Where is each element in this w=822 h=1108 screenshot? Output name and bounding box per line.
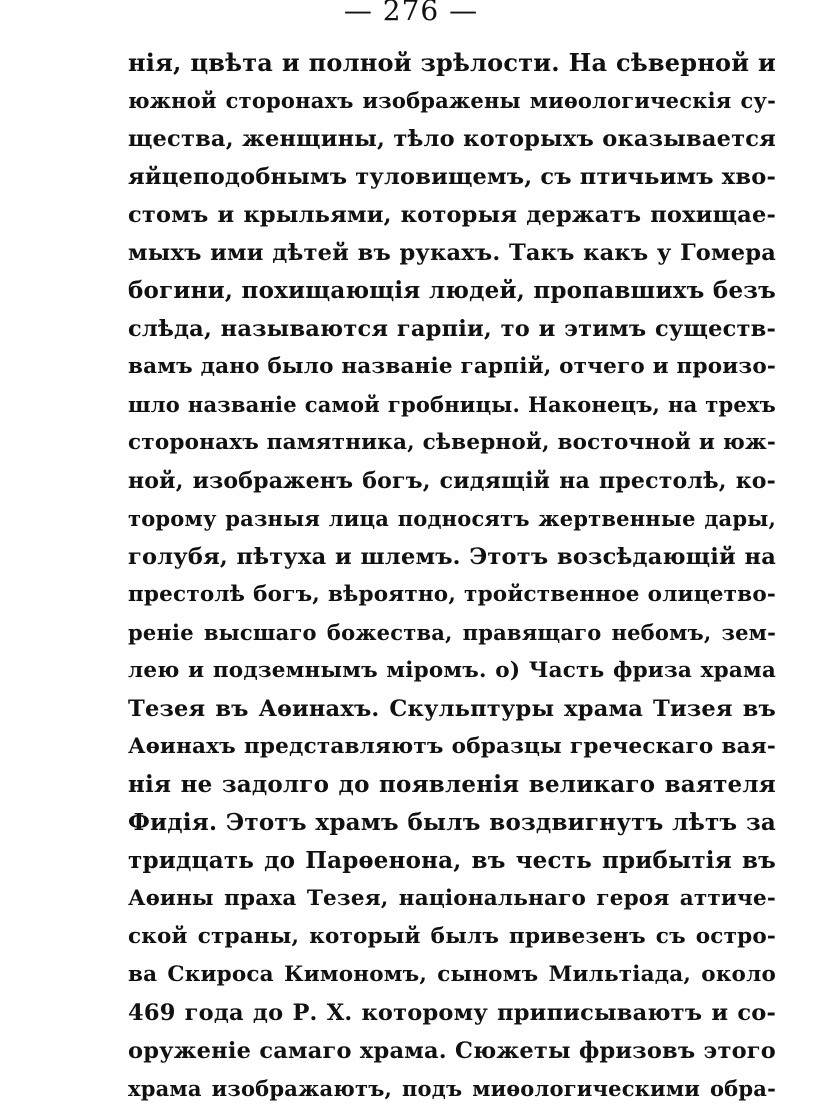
- text-line: торому разныя лица подносятъ жертвенные дары,: [128, 506, 776, 531]
- body-text: [128, 44, 776, 1108]
- text-line: яйцеподобнымъ туловищемъ, съ птичьимъ хво-: [128, 164, 776, 190]
- text-line: престолѣ богъ, вѣроятно, тройственное олицетво-: [128, 582, 776, 607]
- text-line: Аѳины праха Тезея, національнаго героя аттиче-: [128, 886, 776, 911]
- page-number: — 276 —: [343, 0, 479, 27]
- text-line: стомъ и крыльями, которыя держатъ похищае-: [128, 202, 776, 228]
- text-line: южной сторонахъ изображены миѳологическія су-: [128, 88, 776, 113]
- text-line: сторонахъ памятника, сѣверной, восточной и юж-: [128, 430, 776, 455]
- text-line: нія не задолго до появленія великаго ваятеля: [128, 771, 776, 798]
- text-line: голубя, пѣтуха и шлемъ. Этотъ возсѣдающій на: [128, 544, 776, 570]
- text-line: богини, похищающія людей, пропавшихъ безъ: [128, 277, 776, 304]
- text-line: реніе высшаго божества, правящаго небомъ, зем-: [128, 620, 776, 645]
- text-line: тридцать до Парѳенона, въ честь прибытія въ: [128, 847, 776, 874]
- text-line: слѣда, называются гарпіи, то и этимъ существ-: [128, 316, 776, 342]
- text-line: 469 года до Р. Х. которому приписываютъ и со-: [128, 1000, 776, 1026]
- text-line: Аѳинахъ представляютъ образцы греческаго вая-: [128, 734, 776, 759]
- text-line: оруженіе самаго храма. Сюжеты фризовъ этого: [128, 1038, 776, 1064]
- text-line: шло названіе самой гробницы. Наконецъ, на трехъ: [128, 392, 776, 417]
- text-line: Фидія. Этотъ храмъ былъ воздвигнутъ лѣтъ за: [128, 809, 776, 836]
- text-line: ской страны, который былъ привезенъ съ остро-: [128, 924, 776, 949]
- text-line: вамъ дано было названіе гарпій, отчего и произо-: [128, 354, 776, 379]
- text-line: храма изображаютъ, подъ миѳологическими обра-: [128, 1076, 776, 1101]
- text-line: нія, цвѣта и полной зрѣлости. На сѣверной и: [128, 48, 776, 77]
- text-line: мыхъ ими дѣтей въ рукахъ. Такъ какъ у Гомера: [128, 240, 776, 266]
- text-line: ва Скироса Кимономъ, сыномъ Мильтіада, около: [128, 962, 776, 987]
- text-line: Тезея въ Аѳинахъ. Скульптуры храма Тизея въ: [128, 696, 776, 722]
- text-line: лею и подземнымъ міромъ. о) Часть фриза храма: [128, 658, 776, 683]
- text-line: щества, женщины, тѣло которыхъ оказывается: [128, 126, 776, 152]
- text-line: ной, изображенъ богъ, сидящій на престолѣ, ко-: [128, 468, 776, 494]
